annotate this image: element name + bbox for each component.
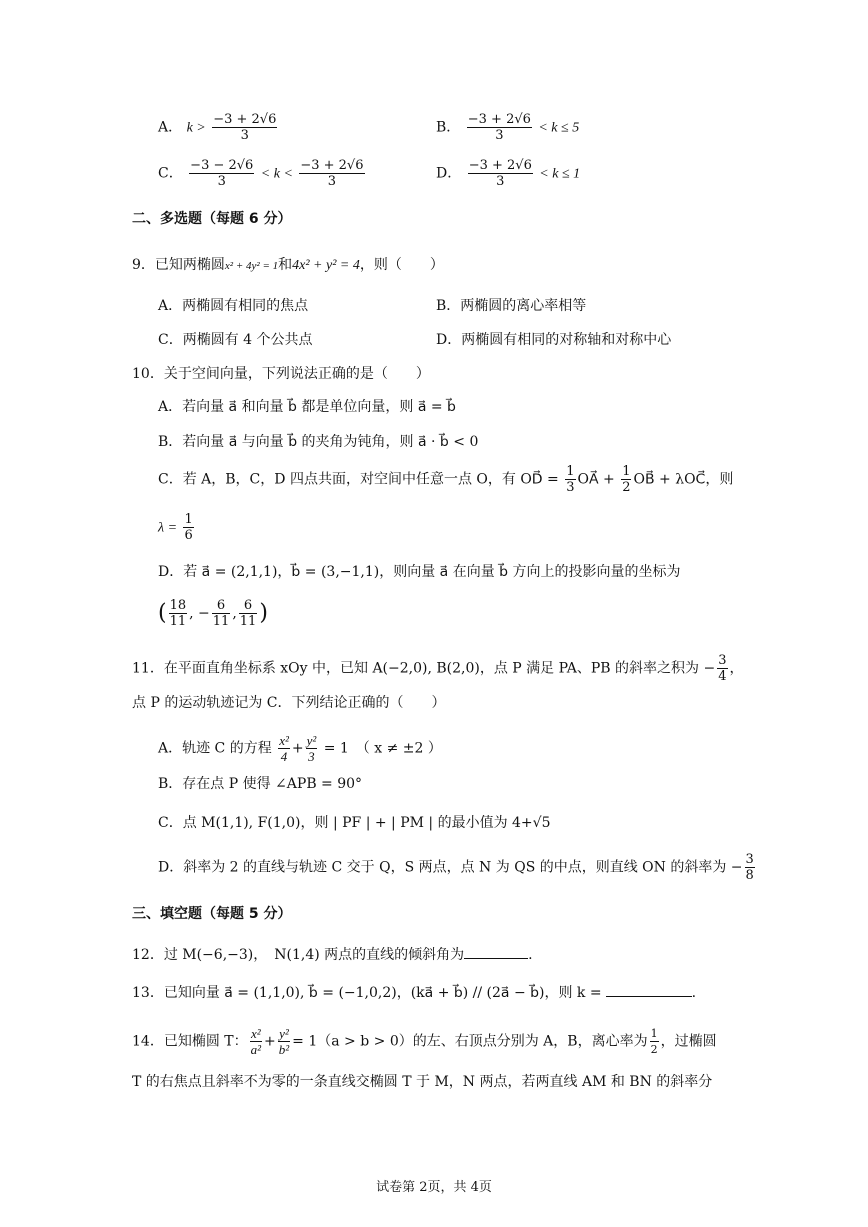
answer-blank[interactable] xyxy=(606,984,692,997)
option-expr: < k ≤ 1 xyxy=(539,166,581,182)
option-expr: < k ≤ 5 xyxy=(538,120,580,136)
option-expr: < k < xyxy=(260,166,293,182)
fraction xyxy=(169,598,188,629)
question-12 xyxy=(132,946,533,964)
fraction xyxy=(212,598,231,629)
question-11-stem xyxy=(132,653,744,684)
fraction xyxy=(467,112,532,143)
q8-option-b xyxy=(436,112,579,143)
numerator: 18 xyxy=(169,598,187,613)
paren-open: ( xyxy=(158,600,167,626)
denominator: 11 xyxy=(239,614,257,629)
denominator: 3 xyxy=(308,749,315,764)
denominator: 3 xyxy=(217,174,226,189)
question-11-option-b: B．存在点 P 使得 ∠APB = 90° xyxy=(158,776,363,792)
fraction xyxy=(717,653,727,684)
denominator: 11 xyxy=(169,614,187,629)
q8-option-c xyxy=(158,158,367,189)
option-label: C． xyxy=(158,165,183,182)
question-text: . xyxy=(691,985,697,1001)
fraction xyxy=(239,598,258,629)
question-9-stem xyxy=(132,256,444,275)
numerator: y² xyxy=(306,733,317,748)
numerator: −3 + 2√6 xyxy=(213,112,277,127)
question-11-option-c: C．点 M(1,1), F(1,0)，则 | PF | + | PM | 的最小值为 4+√5 xyxy=(158,815,551,831)
denominator: 4 xyxy=(280,749,288,764)
numerator: 3 xyxy=(718,653,727,668)
denominator: 3 xyxy=(495,128,504,143)
question-text: . xyxy=(528,947,533,963)
denominator: 2 xyxy=(650,1043,658,1056)
fraction xyxy=(278,1026,290,1057)
stem-text: 9．已知两椭圆 xyxy=(132,257,225,273)
separator: , xyxy=(232,605,237,622)
question-10-stem: 10．关于空间向量，下列说法正确的是（ ） xyxy=(132,366,430,382)
question-11-stem-cont: 点 P 的运动轨迹记为 C．下列结论正确的（ ） xyxy=(132,695,446,711)
denominator: 2 xyxy=(622,480,631,495)
numerator: x² xyxy=(250,1026,261,1041)
option-text: = 1 （ x ≠ ±2 ） xyxy=(323,740,442,757)
denominator: 3 xyxy=(566,480,575,495)
question-11-option-a xyxy=(158,733,442,764)
equation: 4x² + y² = 4 xyxy=(292,258,360,273)
question-10-option-d: D．若 a⃗ = (2,1,1)，b⃗ = (3,−1,1)，则向量 a⃗ 在向量 b⃗ 方向上的投影向量的坐标为 xyxy=(158,564,681,580)
option-text: A．轨迹 C 的方程 xyxy=(158,740,272,757)
question-text: 14．已知椭圆 T： xyxy=(132,1033,248,1050)
numerator: −3 + 2√6 xyxy=(300,158,364,173)
numerator: −3 + 2√6 xyxy=(467,112,531,127)
question-9-option-b: B．两椭圆的离心率相等 xyxy=(436,298,587,314)
numerator: 3 xyxy=(745,852,754,867)
denominator: 3 xyxy=(240,128,249,143)
equation: x² + 4y² = 1 xyxy=(224,260,279,272)
question-10-option-a: A．若向量 a⃗ 和向量 b⃗ 都是单位向量，则 a⃗ = b⃗ xyxy=(158,399,456,415)
option-text: OB⃗ + λOC⃗，则 xyxy=(633,471,734,488)
denominator: 4 xyxy=(718,669,727,684)
fraction xyxy=(650,1026,659,1057)
question-10-option-d-cont xyxy=(158,598,268,629)
option-text: C．若 A，B，C，D 四点共面，对空间中任意一点 O，有 OD⃗ = xyxy=(158,471,559,488)
option-text: λ = xyxy=(158,520,178,536)
page-footer: 试卷第 2页，共 4页 xyxy=(376,1180,492,1195)
numerator: 1 xyxy=(650,1027,658,1040)
numerator: 1 xyxy=(184,512,193,527)
question-10-option-b: B．若向量 a⃗ 与向量 b⃗ 的夹角为钝角，则 a⃗ · b⃗ < 0 xyxy=(158,434,479,450)
option-label: D． xyxy=(436,165,462,182)
fraction xyxy=(299,158,364,189)
numerator: 1 xyxy=(566,464,575,479)
question-text: 12．过 M(−6,−3)， N(1,4) 两点的直线的倾斜角为 xyxy=(132,947,465,963)
question-9-option-a: A．两椭圆有相同的焦点 xyxy=(158,298,309,314)
section-title-multiple-choice: 二、多选题（每题 6 分） xyxy=(132,211,292,227)
numerator: 6 xyxy=(239,598,258,614)
denominator: 3 xyxy=(496,174,505,189)
numerator: −3 + 2√6 xyxy=(468,158,532,173)
paren-close: ) xyxy=(259,600,268,626)
fraction xyxy=(278,733,290,764)
question-text: ，过椭圆 xyxy=(660,1033,717,1050)
denominator: a² xyxy=(250,1042,262,1057)
option-text: OA⃗ + xyxy=(577,471,615,488)
denominator: b² xyxy=(278,1042,290,1057)
option-text: + xyxy=(291,740,304,757)
fraction xyxy=(468,158,533,189)
stem-text: ， xyxy=(729,660,744,677)
section-title-fill-in: 三、填空题（每题 5 分） xyxy=(132,906,292,922)
option-text: D．斜率为 2 的直线与轨迹 C 交于 Q，S 两点，点 N 为 QS 的中点，则直线 ON 的斜率为 − xyxy=(158,859,743,876)
fraction xyxy=(212,112,277,143)
question-14-cont: T 的右焦点且斜率不为零的一条直线交椭圆 T 于 M，N 两点，若两直线 AM 和 BN 的斜率分 xyxy=(132,1074,713,1090)
question-10-option-c-cont xyxy=(158,512,196,543)
fraction xyxy=(250,1026,262,1057)
denominator: 8 xyxy=(745,868,754,883)
denominator: 3 xyxy=(327,174,337,189)
stem-text: ，则（ ） xyxy=(359,257,444,273)
question-text: + xyxy=(264,1033,276,1050)
question-9-option-c: C．两椭圆有 4 个公共点 xyxy=(158,332,313,348)
denominator: 6 xyxy=(184,528,193,543)
question-14 xyxy=(132,1026,717,1057)
question-13 xyxy=(132,984,696,1002)
stem-text: 11．在平面直角坐标系 xOy 中，已知 A(−2,0), B(2,0)，点 P 满足 PA、PB 的斜率之积为 − xyxy=(132,660,716,677)
fraction xyxy=(745,852,755,883)
numerator: 6 xyxy=(212,598,231,614)
denominator: 11 xyxy=(212,614,230,629)
fraction xyxy=(621,464,631,495)
fraction xyxy=(565,464,575,495)
stem-text: 和 xyxy=(278,257,293,273)
question-text: = 1（a > b > 0）的左、右顶点分别为 A，B，离心率为 xyxy=(292,1033,648,1050)
option-label: B． xyxy=(436,119,461,136)
numerator: −3 − 2√6 xyxy=(190,158,254,173)
q8-option-a xyxy=(158,112,279,143)
option-label: A． xyxy=(158,119,183,136)
fraction xyxy=(306,733,318,764)
question-10-option-c xyxy=(158,464,733,495)
question-9-option-d: D．两椭圆有相同的对称轴和对称中心 xyxy=(436,332,672,348)
numerator: 1 xyxy=(622,464,631,479)
option-expr: k > xyxy=(186,120,206,136)
fraction xyxy=(183,512,193,543)
numerator: y² xyxy=(279,1026,289,1041)
question-text: 13．已知向量 a⃗ = (1,1,0), b⃗ = (−1,0,2)，(ka⃗ + b⃗) // (2a⃗ − b⃗)，则 k = xyxy=(132,985,602,1001)
answer-blank[interactable] xyxy=(464,946,528,959)
fraction xyxy=(189,158,254,189)
q8-option-d xyxy=(436,158,580,189)
numerator: x² xyxy=(279,733,289,748)
question-11-option-d xyxy=(158,852,757,883)
separator: , − xyxy=(189,605,210,622)
